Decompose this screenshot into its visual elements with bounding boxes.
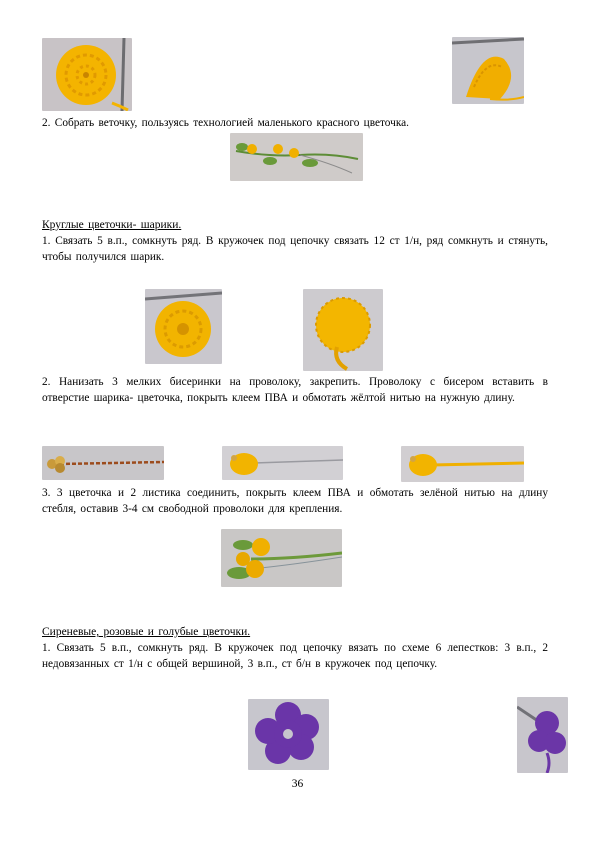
yellow-crochet-disc-photo bbox=[145, 289, 222, 364]
page-number: 36 bbox=[291, 778, 304, 790]
wire-with-gold-beads-photo bbox=[42, 446, 164, 480]
ball-on-wire-photo bbox=[222, 446, 343, 480]
round-flowers-heading: Круглые цветочки- шарики. bbox=[42, 219, 182, 231]
lilac-flowers-heading: Сиреневые, розовые и голубые цветочки. bbox=[42, 626, 251, 638]
yellow-crochet-ball-photo bbox=[303, 289, 383, 371]
yellow-crochet-cone-photo bbox=[452, 37, 524, 104]
round-step2-text: 2. Нанизать 3 мелких бисеринки на проволоку, закрепить. Проволоку с бисером вставить в отверстие шарика- цветочка, покрыть клеем ПВА и обмотать жёлтой нитью на нужную длину. bbox=[42, 376, 548, 404]
three-flowers-two-leaves-photo bbox=[221, 529, 342, 587]
ball-with-wrapped-stem-photo bbox=[401, 446, 524, 482]
step2-gather-text: 2. Собрать веточку, пользуясь технологией маленького красного цветочка. bbox=[42, 117, 409, 129]
green-branch-with-yellow-flowers-photo bbox=[230, 133, 363, 181]
lilac-step1-text: 1. Связать 5 в.п., сомкнуть ряд. В кружочек под цепочку вязать по схеме 6 лепестков: 3 в.п., 2 недовязанных ст 1/н с общей вершиной, 3 в.п., ст б/н в кружочек под цепочку. bbox=[42, 642, 548, 670]
purple-crochet-flower-photo bbox=[248, 699, 329, 770]
purple-flower-on-hook-photo bbox=[517, 697, 568, 773]
round-step1-text: 1. Связать 5 в.п., сомкнуть ряд. В кружочек под цепочку связать 12 ст 1/н, ряд сомкнуть и стянуть, чтобы получился шарик. bbox=[42, 235, 548, 263]
round-step3-text: 3. 3 цветочка и 2 листика соединить, покрыть клеем ПВА и обмотать зелёной нитью на длину стебля, оставив 3-4 см свободной проволоки для крепления. bbox=[42, 487, 548, 515]
yellow-crochet-circle-photo bbox=[42, 38, 132, 111]
